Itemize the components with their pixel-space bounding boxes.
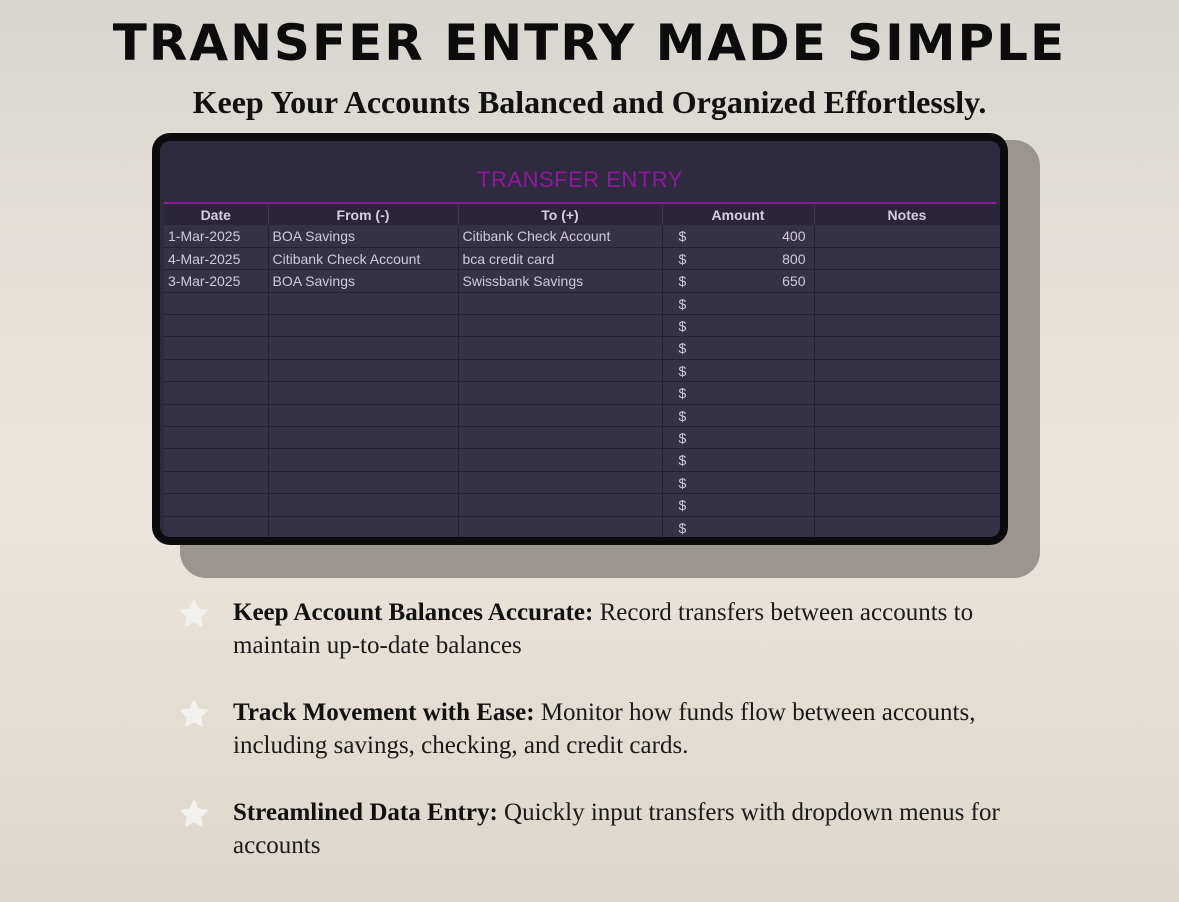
cell-date[interactable]: [164, 359, 268, 381]
column-header-to[interactable]: To (+): [458, 205, 662, 225]
cell-date[interactable]: [164, 494, 268, 516]
currency-symbol: $: [678, 385, 687, 402]
cell-date[interactable]: [164, 516, 268, 537]
cell-to[interactable]: [458, 516, 662, 537]
feature-heading: Streamlined Data Entry:: [233, 799, 498, 826]
cell-from[interactable]: [268, 404, 458, 426]
cell-amount[interactable]: [662, 404, 814, 426]
cell-amount[interactable]: [662, 225, 814, 247]
cell-amount[interactable]: [662, 315, 814, 337]
cell-date[interactable]: 3-Mar-2025: [164, 270, 268, 292]
cell-notes[interactable]: [814, 471, 1000, 493]
feature-description: Quickly input transfers with dropdown menus for accounts: [233, 799, 1000, 859]
amount-value: 400: [782, 228, 806, 244]
currency-symbol: $: [678, 362, 687, 379]
cell-amount[interactable]: [662, 449, 814, 471]
table-row: [164, 404, 1000, 426]
cell-amount[interactable]: [662, 494, 814, 516]
currency-symbol: $: [678, 318, 687, 335]
column-header-notes[interactable]: Notes: [814, 205, 1000, 225]
cell-to[interactable]: [458, 337, 662, 359]
cell-notes[interactable]: [814, 270, 1000, 292]
table-row: [164, 449, 1000, 471]
cell-from[interactable]: [268, 449, 458, 471]
cell-from[interactable]: Citibank Check Account: [268, 247, 458, 269]
cell-from[interactable]: [268, 292, 458, 314]
cell-date[interactable]: [164, 449, 268, 471]
cell-amount[interactable]: [662, 382, 814, 404]
currency-symbol: $: [678, 250, 687, 267]
cell-to[interactable]: [458, 449, 662, 471]
cell-amount[interactable]: [662, 471, 814, 493]
currency-symbol: $: [678, 295, 687, 312]
cell-to[interactable]: [458, 292, 662, 314]
cell-from[interactable]: BOA Savings: [268, 225, 458, 247]
cell-amount[interactable]: [662, 337, 814, 359]
transfer-table: [164, 205, 1000, 537]
title-divider: [164, 202, 996, 204]
cell-from[interactable]: [268, 337, 458, 359]
cell-notes[interactable]: [814, 315, 1000, 337]
feature-description: Monitor how funds flow between accounts, including savings, checking, and credit cards.: [233, 699, 976, 759]
cell-to[interactable]: Citibank Check Account: [458, 225, 662, 247]
cell-date[interactable]: 4-Mar-2025: [164, 247, 268, 269]
cell-notes[interactable]: [814, 337, 1000, 359]
cell-date[interactable]: [164, 404, 268, 426]
column-header-date[interactable]: Date: [164, 205, 268, 225]
cell-from[interactable]: [268, 516, 458, 537]
cell-amount[interactable]: [662, 270, 814, 292]
currency-symbol: $: [678, 452, 687, 469]
page-headline: TRANSFER ENTRY MADE SIMPLE: [112, 14, 1067, 72]
table-body: [164, 225, 1000, 537]
cell-amount[interactable]: [662, 292, 814, 314]
column-header-from[interactable]: From (-): [268, 205, 458, 225]
table-row: [164, 471, 1000, 493]
cell-notes[interactable]: [814, 494, 1000, 516]
cell-from[interactable]: BOA Savings: [268, 270, 458, 292]
cell-notes[interactable]: [814, 292, 1000, 314]
currency-symbol: $: [678, 273, 687, 290]
currency-symbol: $: [678, 407, 687, 424]
cell-notes[interactable]: [814, 404, 1000, 426]
cell-from[interactable]: [268, 359, 458, 381]
currency-symbol: $: [678, 497, 687, 514]
currency-symbol: $: [678, 228, 687, 244]
amount-value: 650: [782, 273, 806, 290]
currency-symbol: $: [678, 474, 687, 491]
sheet-title: TRANSFER ENTRY: [477, 167, 683, 192]
device-frame: [152, 133, 1008, 545]
cell-from[interactable]: [268, 494, 458, 516]
cell-notes[interactable]: [814, 427, 1000, 449]
table-row: [164, 315, 1000, 337]
table-header-row: [164, 205, 1000, 225]
feature-item: [176, 796, 1026, 862]
cell-notes[interactable]: [814, 382, 1000, 404]
table-row: [164, 292, 1000, 314]
table-row: [164, 247, 1000, 269]
cell-date[interactable]: [164, 471, 268, 493]
feature-description: Record transfers between accounts to maintain up-to-date balances: [233, 599, 974, 659]
cell-to[interactable]: [458, 427, 662, 449]
cell-to[interactable]: [458, 315, 662, 337]
table-row: [164, 337, 1000, 359]
feature-item: [176, 696, 1026, 762]
cell-date[interactable]: [164, 382, 268, 404]
cell-to[interactable]: [458, 494, 662, 516]
cell-notes[interactable]: [814, 516, 1000, 537]
cell-to[interactable]: [458, 382, 662, 404]
feature-heading: Keep Account Balances Accurate:: [233, 599, 594, 626]
currency-symbol: $: [678, 519, 687, 536]
cell-from[interactable]: [268, 315, 458, 337]
currency-symbol: $: [678, 340, 687, 357]
cell-to[interactable]: [458, 404, 662, 426]
cell-notes[interactable]: [814, 247, 1000, 269]
table-row: [164, 382, 1000, 404]
cell-amount[interactable]: [662, 516, 814, 537]
spreadsheet: [160, 141, 1000, 537]
cell-from[interactable]: [268, 382, 458, 404]
cell-date[interactable]: [164, 337, 268, 359]
cell-date[interactable]: [164, 427, 268, 449]
star-icon: [178, 698, 210, 730]
table-row: [164, 225, 1000, 247]
cell-to[interactable]: Swissbank Savings: [458, 270, 662, 292]
cell-amount[interactable]: [662, 427, 814, 449]
table-row: [164, 270, 1000, 292]
table-row: [164, 359, 1000, 381]
table-row: [164, 427, 1000, 449]
cell-date[interactable]: 1-Mar-2025: [164, 225, 268, 247]
cell-amount[interactable]: [662, 247, 814, 269]
star-icon: [178, 798, 210, 830]
cell-notes[interactable]: [814, 225, 1000, 247]
cell-to[interactable]: bca credit card: [458, 247, 662, 269]
cell-from[interactable]: [268, 427, 458, 449]
table-row: [164, 494, 1000, 516]
cell-notes[interactable]: [814, 359, 1000, 381]
cell-amount[interactable]: [662, 359, 814, 381]
cell-date[interactable]: [164, 315, 268, 337]
cell-to[interactable]: [458, 359, 662, 381]
table-row: [164, 516, 1000, 537]
column-header-amount[interactable]: Amount: [662, 205, 814, 225]
currency-symbol: $: [678, 430, 687, 447]
cell-to[interactable]: [458, 471, 662, 493]
feature-list: [176, 596, 1026, 896]
amount-value: 800: [782, 250, 806, 267]
page-subheadline: Keep Your Accounts Balanced and Organized Effortlessly.: [192, 84, 987, 120]
star-icon: [178, 598, 210, 630]
feature-heading: Track Movement with Ease:: [233, 699, 535, 726]
cell-date[interactable]: [164, 292, 268, 314]
cell-from[interactable]: [268, 471, 458, 493]
feature-item: [176, 596, 1026, 662]
cell-notes[interactable]: [814, 449, 1000, 471]
